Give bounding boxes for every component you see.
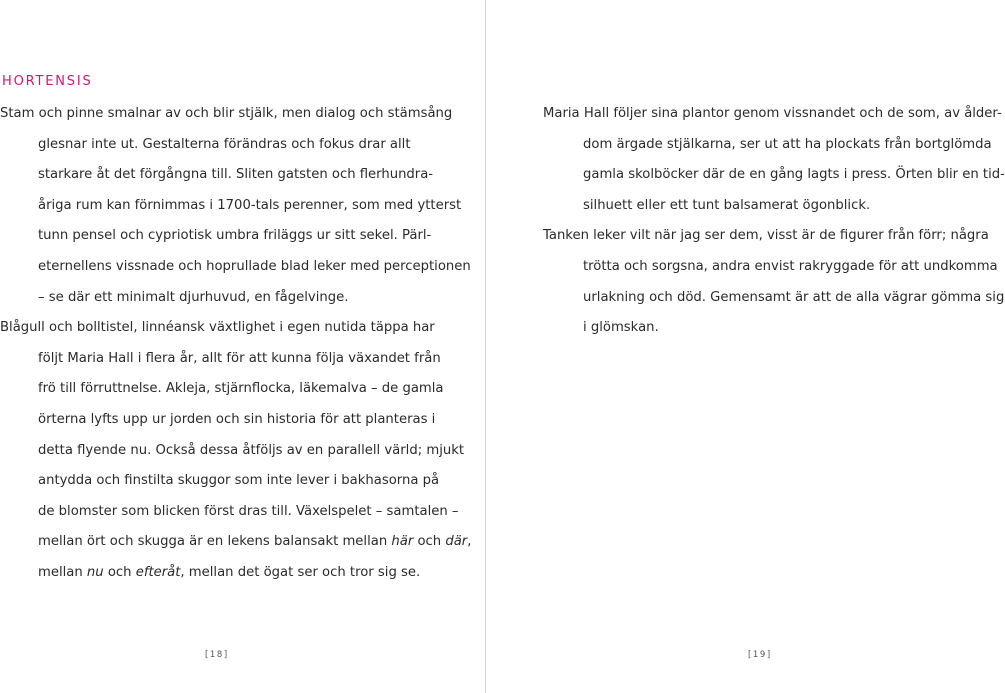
text-line [0,558,471,589]
text-line: dom ärgade stjälkarna, ser ut att ha plockats från bortglömda [583,136,992,152]
text-line: Blågull och bolltistel, linnéansk växtlighet i egen nutida täppa har [0,320,435,336]
text-line: Maria Hall följer sina plantor genom vissnandet och de som, av ålder- [543,106,1002,121]
italic-word: här [391,534,414,550]
text-segment: och [413,534,446,550]
left-body-text [0,99,471,589]
text-line: de blomster som blicken först dras till. Växelspelet – samtalen – [38,503,459,519]
left-page [0,0,485,693]
text-line: – se där ett minimalt djurhuvud, en fågelvinge. [38,289,349,305]
text-line: åriga rum kan förnimmas i 1700-tals perenner, som med ytterst [38,197,462,213]
text-line: Tanken leker vilt när jag ser dem, visst är de figurer från förr; några [543,228,989,244]
text-line: trötta och sorgsna, andra envist rakryggade för att undkomma [583,258,998,274]
text-segment: , [467,534,472,550]
text-line: detta flyende nu. Också dessa åtföljs av en parallell värld; mjukt [38,442,465,458]
italic-word: efteråt [135,564,181,580]
text-line: i glömskan. [583,320,659,336]
text-line: frö till förruttnelse. Akleja, stjärnflocka, läkemalva – de gamla [38,381,444,397]
text-line: urlakning och död. Gemensamt är att de alla vägrar gömma sig [583,289,1005,305]
text-line [0,527,471,558]
text-segment: , mellan det ögat ser och tror sig se. [180,564,421,580]
text-line: starkare åt det förgångna till. Sliten gatsten och flerhundra- [38,167,434,183]
text-line: eternellens vissnade och hoprullade blad leker med perceptionen [38,258,471,274]
text-line: Stam och pinne smalnar av och blir stjälk, men dialog och stämsång [0,106,453,121]
text-line: tunn pensel och cypriotisk umbra friläggs ur sitt sekel. Pärl- [38,228,432,244]
right-page [486,0,1005,693]
section-heading: HORTENSIS [2,74,93,89]
italic-word: där [445,534,468,550]
text-segment: mellan [38,564,87,580]
text-line: antydda och finstilta skuggor som inte lever i bakhasorna på [38,473,440,489]
italic-word: nu [86,564,104,580]
text-line: silhuett eller ett tunt balsamerat ögonblick. [583,197,871,213]
text-line: glesnar inte ut. Gestalterna förändras och fokus drar allt [38,136,411,152]
text-segment: och [103,564,136,580]
page-number: [19] [748,650,772,660]
text-segment: mellan ört och skugga är en lekens balansakt mellan [38,534,392,550]
right-body-text [543,99,1005,344]
text-line: gamla skolböcker där de en gång lagts i press. Örten blir en tid- [583,167,1005,183]
text-line: följt Maria Hall i flera år, allt för att kunna följa växandet från [38,350,441,366]
text-line: örterna lyfts upp ur jorden och sin historia för att planteras i [38,411,436,427]
page-number: [18] [205,650,229,660]
